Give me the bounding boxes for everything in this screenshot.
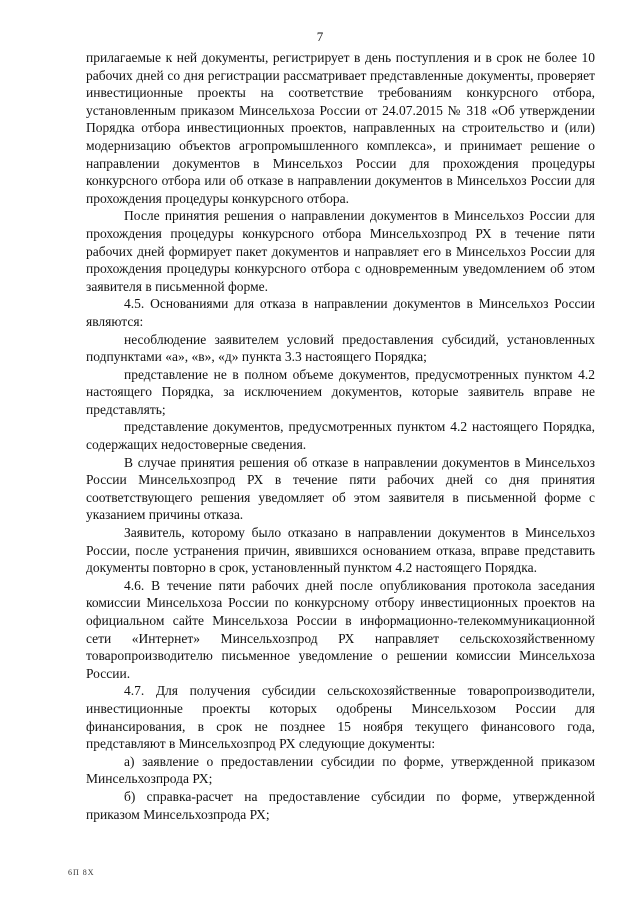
paragraph: а) заявление о предоставлении субсидии по форме, утвержденной приказом Минсельхозпрода РХ;: [86, 753, 595, 787]
paragraph: б) справка-расчет на предоставление субсидии по форме, утвержденной приказом Минсельхозпрода РХ;: [86, 788, 595, 822]
paragraph: представление документов, предусмотренных пунктом 4.2 настоящего Порядка, содержащих недостоверные сведения.: [86, 419, 595, 453]
page-number: 7: [316, 29, 324, 44]
paragraph: В случае принятия решения об отказе в направлении документов в Минсельхоз России Минсельхозпрод РХ в течение пяти рабочих дней со дня принятия соответствующего решения уведомляет об этом заявителя в письменной форме с указанием причины отказа.: [86, 454, 595, 523]
paragraph: Заявитель, которому было отказано в направлении документов в Минсельхоз России, после устранения причин, явившихся основанием отказа, вправе представить документы повторно в срок, установленный пунктом 4.2 настоящего Порядка.: [86, 525, 595, 576]
document-body: [86, 49, 595, 823]
paragraph: 4.5. Основаниями для отказа в направлении документов в Минсельхоз России являются:: [86, 296, 595, 329]
paragraph: представление не в полном объеме документов, предусмотренных пунктом 4.2 настоящего Порядка, за исключением документов, которые заявитель вправе не представлять;: [86, 366, 595, 417]
paragraph: 4.6. В течение пяти рабочих дней после опубликования протокола заседания комиссии Минсельхоза России по конкурсному отбору инвестиционных проектов на официальном сайте Минсельхоза России в информационно-телекоммуникационной сети «Интернет» Минсельхозпрод РХ направляет сельскохозяйственному товаропроизводителю письменное уведомление о решении комиссии Минсельхоза России.: [86, 577, 595, 681]
footer-code: 6П 8Х: [68, 868, 95, 877]
paragraph: прилагаемые к ней документы, регистрирует в день поступления и в срок не более 10 рабочих дней со дня регистрации рассматривает представленные документы, проверяет инвестиционные проекты на соответствие требованиям конкурсного отбора, установленным приказом Минсельхоза России от 24.07.2015 № 318 «Об утверждении Порядка отбора инвестиционных проектов, направленных на строительство и (или) модернизацию объектов агропромышленного комплекса», и принимает решение о направлении документов в Минсельхоз России для прохождения процедуры конкурсного отбора или об отказе в направлении документов в Минсельхоз России для прохождения процедуры конкурсного отбора.: [86, 50, 595, 206]
paragraph: несоблюдение заявителем условий предоставления субсидий, установленных подпунктами «а», «в», «д» пункта 3.3 настоящего Порядка;: [86, 331, 595, 365]
paragraph: 4.7. Для получения субсидии сельскохозяйственные товаропроизводители, инвестиционные проекты которых одобрены Минсельхозом России для финансирования, в срок не позднее 15 ноября текущего финансового года, представляют в Минсельхозпрод РХ следующие документы:: [86, 683, 595, 752]
paragraph: После принятия решения о направлении документов в Минсельхоз России для прохождения процедуры конкурсного отбора Минсельхозпрод РХ в течение пяти рабочих дней формирует пакет документов и направляет его в Минсельхоз России для прохождения процедуры конкурсного отбора с одновременным уведомлением об этом заявителя в письменной форме.: [86, 208, 595, 294]
